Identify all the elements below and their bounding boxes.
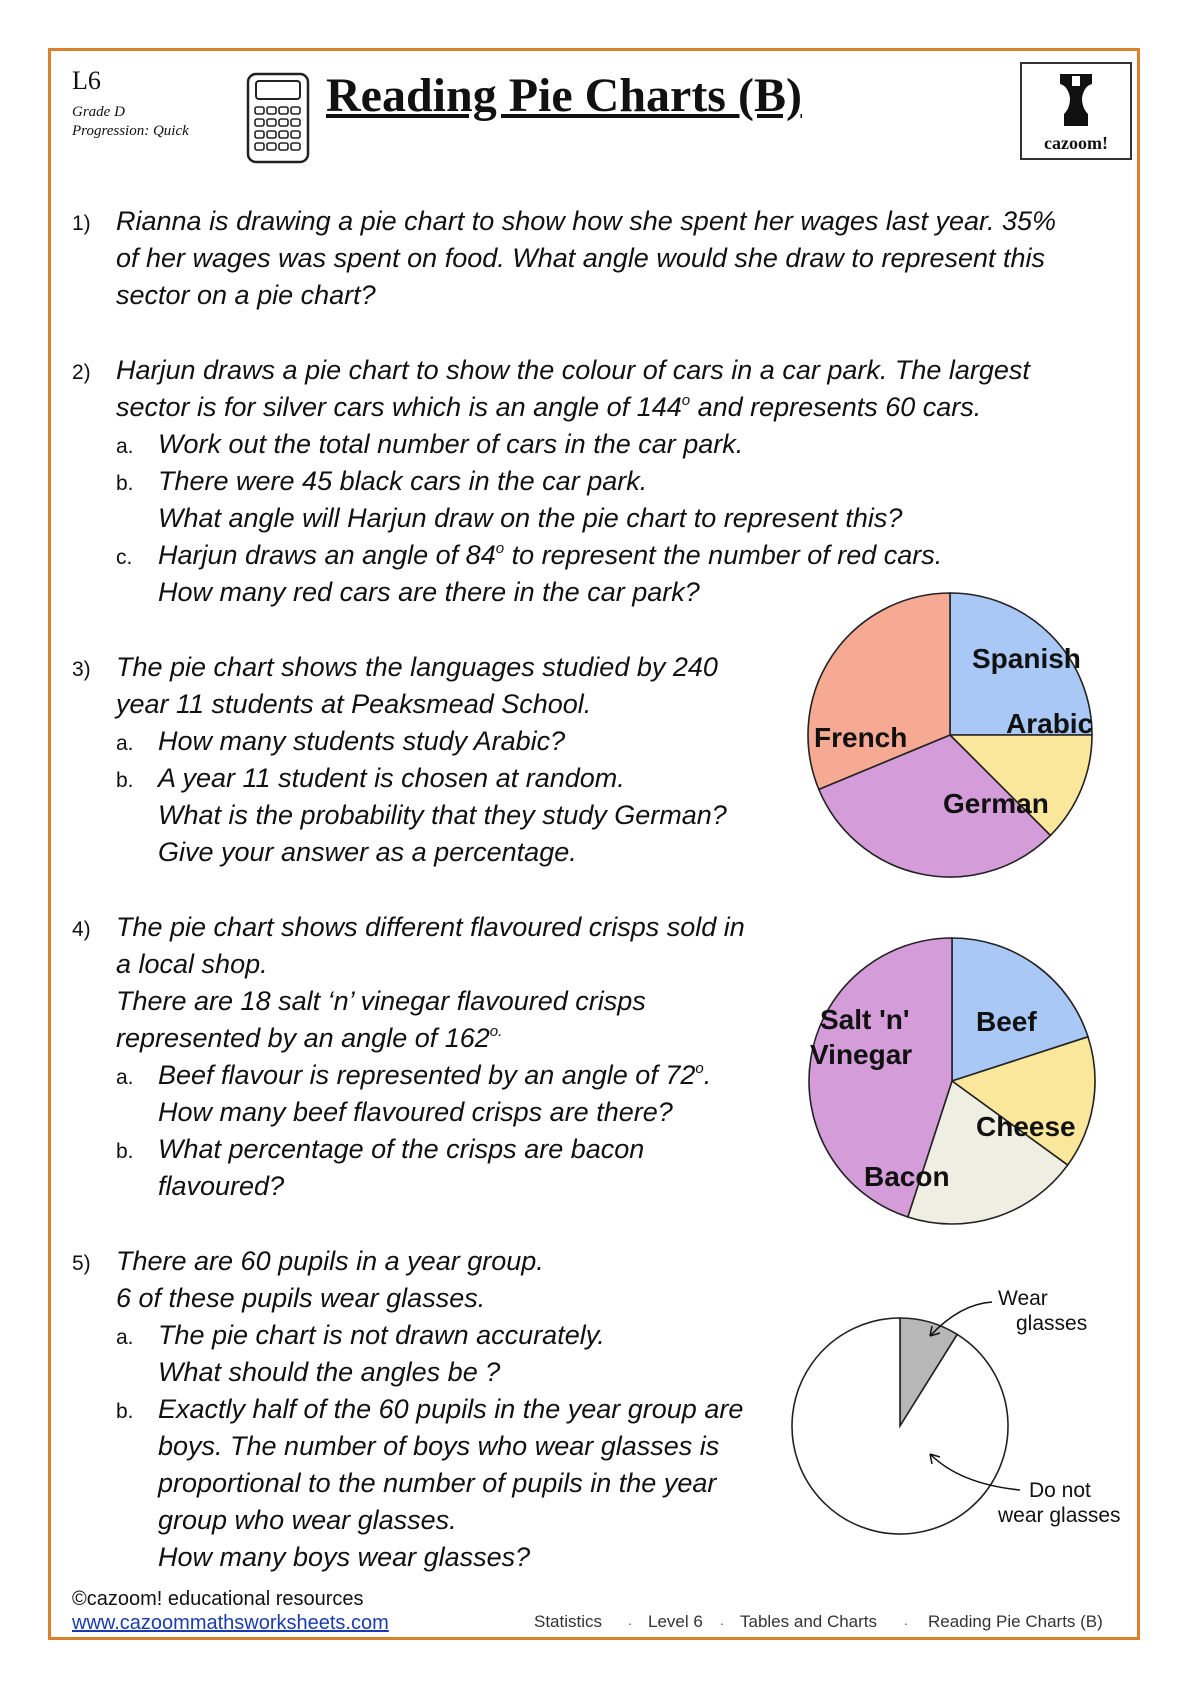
pie-slice-no-glasses: [792, 1318, 1008, 1534]
q4-number: 4): [72, 918, 91, 941]
q1-number: 1): [72, 212, 91, 235]
callout-wear-line2: glasses: [1016, 1312, 1088, 1335]
q3a-text: How many students study Arabic?: [158, 726, 566, 756]
grade-label: Grade D: [72, 104, 125, 120]
q2c-text-1: Harjun draws an angle of 84$^o$ to represent the number of red cars.: [158, 540, 943, 570]
footer-crumb-topic: Tables and Charts: [740, 1612, 878, 1631]
cazoom-logo: [1020, 62, 1132, 160]
callout-wear-line1: Wear: [998, 1287, 1048, 1310]
pie-label-salt-n: Salt 'n': [820, 1004, 910, 1035]
q3-number: 3): [72, 658, 91, 681]
logo-mark-icon: [1022, 70, 1130, 130]
q3a-label: a.: [116, 732, 134, 755]
q5-line-2: 6 of these pupils wear glasses.: [116, 1283, 486, 1313]
footer-url-link[interactable]: www.cazoommathsworksheets.com: [72, 1612, 389, 1634]
q2b-text-1: There were 45 black cars in the car park.: [158, 466, 648, 496]
q2-line-2: sector is for silver cars which is an angle of 144$^o$ and represents 60 cars.: [116, 392, 982, 422]
q1-line-1: Rianna is drawing a pie chart to show how she spent her wages last year. 35%: [116, 206, 1057, 236]
pie-label-french: French: [814, 722, 908, 753]
q3b-label: b.: [116, 769, 134, 792]
q2b-label: b.: [116, 472, 134, 495]
q4a-text-1: Beef flavour is represented by an angle of 72$^o$.: [158, 1060, 712, 1090]
glasses-pie-chart: [780, 1278, 1150, 1544]
q4-line-4: represented by an angle of $162^{o.}$: [116, 1023, 503, 1053]
q4a-label: a.: [116, 1066, 134, 1089]
pie-label-cheese: Cheese: [976, 1111, 1076, 1142]
callout-not-line2: wear glasses: [998, 1504, 1121, 1527]
q1-line-3: sector on a pie chart?: [116, 280, 376, 310]
q5-number: 5): [72, 1252, 91, 1275]
q5a-label: a.: [116, 1326, 134, 1349]
q5a-text-1: The pie chart is not drawn accurately.: [158, 1320, 605, 1350]
q3-line-1: The pie chart shows the languages studied by 240: [116, 652, 718, 682]
pie-label-bacon: Bacon: [864, 1161, 950, 1192]
pie-label-arabic: Arabic: [1006, 708, 1094, 739]
page-title: Reading Pie Charts (B): [326, 69, 802, 122]
q3b-text-2: What is the probability that they study German?: [158, 800, 727, 830]
crisps-pie-chart: [790, 922, 1110, 1242]
q3-line-2: year 11 students at Peaksmead School.: [116, 689, 592, 719]
callout-not-line1: Do not: [1029, 1479, 1091, 1502]
level-label: L6: [72, 66, 101, 95]
q5-line-1: There are 60 pupils in a year group.: [116, 1246, 544, 1276]
q5b-text-3: proportional to the number of pupils in the year: [158, 1468, 717, 1498]
q4-line-1: The pie chart shows different flavoured crisps sold in: [116, 912, 745, 942]
footer-crumb-statistics: Statistics: [534, 1612, 603, 1631]
footer-crumb-title: Reading Pie Charts (B): [928, 1612, 1103, 1631]
q4-line-3: There are 18 salt ‘n’ vinegar flavoured crisps: [116, 986, 646, 1016]
q4b-text-2: flavoured?: [158, 1171, 285, 1201]
progression-label: Progression: Quick: [72, 123, 189, 139]
q4b-text-1: What percentage of the crisps are bacon: [158, 1134, 645, 1164]
q5b-text-2: boys. The number of boys who wear glasses is: [158, 1431, 720, 1461]
footer-copyright: ©cazoom! educational resources: [72, 1588, 364, 1610]
q3b-text-1: A year 11 student is chosen at random.: [158, 763, 625, 793]
pie-label-beef: Beef: [976, 1006, 1037, 1037]
languages-pie-chart: [800, 580, 1120, 900]
q2c-label: c.: [116, 546, 133, 569]
q3b-text-3: Give your answer as a percentage.: [158, 837, 577, 867]
q2a-text: Work out the total number of cars in the car park.: [158, 429, 744, 459]
q5b-text-1: Exactly half of the 60 pupils in the year group are: [158, 1394, 744, 1424]
q1-line-2: of her wages was spent on food. What angle would she draw to represent this: [116, 243, 1046, 273]
pie-label-spanish: Spanish: [972, 643, 1081, 674]
q5a-text-2: What should the angles be ?: [158, 1357, 501, 1387]
footer-separator: .: [720, 1612, 724, 1628]
q2b-text-2: What angle will Harjun draw on the pie chart to represent this?: [158, 503, 903, 533]
q4a-text-2: How many beef flavoured crisps are there?: [158, 1097, 673, 1127]
q4b-label: b.: [116, 1140, 134, 1163]
q5b-text-5: How many boys wear glasses?: [158, 1542, 531, 1572]
q2a-label: a.: [116, 435, 134, 458]
q2-line-1: Harjun draws a pie chart to show the colour of cars in a car park. The largest: [116, 355, 1030, 385]
q2c-text-2: How many red cars are there in the car park?: [158, 577, 700, 607]
footer-crumb-level: Level 6: [648, 1612, 703, 1631]
q5b-label: b.: [116, 1400, 134, 1423]
q2-number: 2): [72, 361, 91, 384]
pie-label-german: German: [943, 788, 1049, 819]
logo-text: cazoom!: [1044, 133, 1108, 153]
calculator-icon: [246, 72, 310, 164]
footer-separator: .: [904, 1612, 908, 1628]
q4-line-2: a local shop.: [116, 949, 268, 979]
q5b-text-4: group who wear glasses.: [158, 1505, 457, 1535]
pie-label-vinegar: Vinegar: [810, 1039, 913, 1070]
footer-separator: .: [628, 1612, 632, 1628]
